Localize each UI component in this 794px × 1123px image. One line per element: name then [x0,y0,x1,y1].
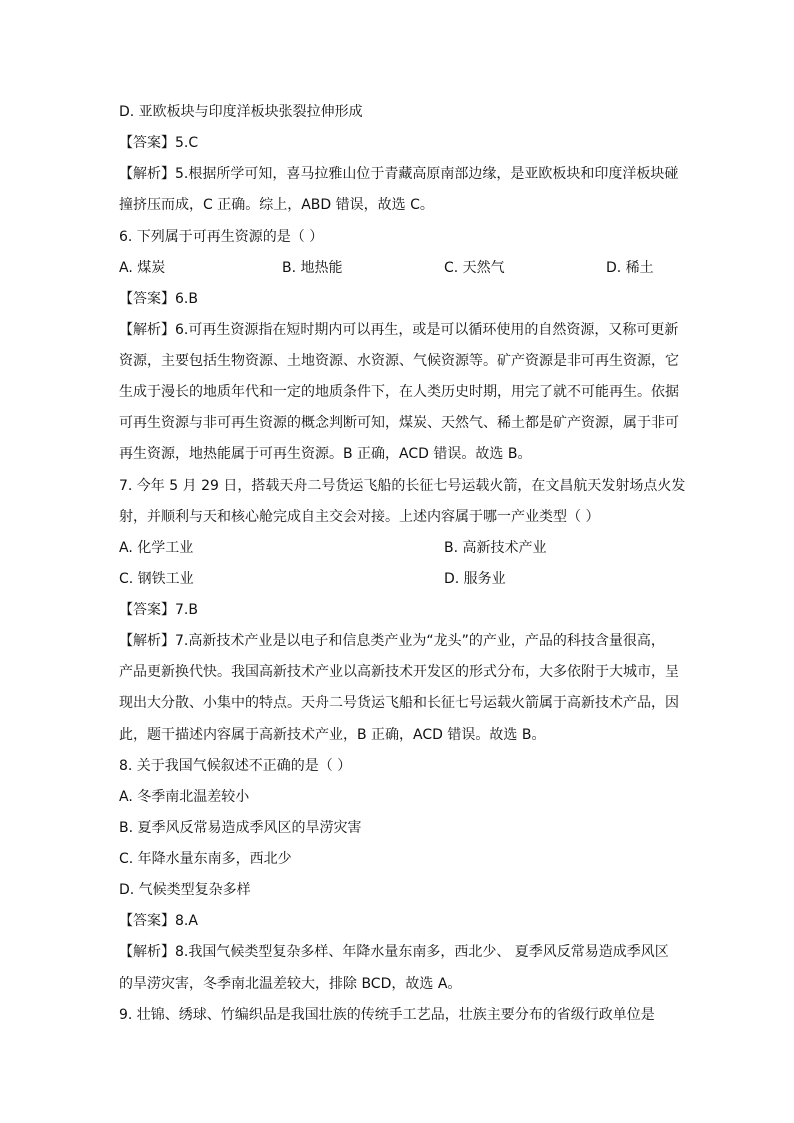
q7-option-d: D. 服务业 [444,571,506,587]
q7-question-line-1: 7. 今年 5 月 29 日，搭载天舟二号货运飞船的长征七号运载火箭，在文昌航天发射场点火发 [119,478,686,494]
q7-option-a: A. 化学工业 [119,540,194,556]
q8-question: 8. 关于我国气候叙述不正确的是（ ） [119,758,352,774]
q6-option-d: D. 稀土 [606,260,654,276]
q7-analysis-line-1: 【解析】7.高新技术产业是以电子和信息类产业为“龙头”的产业，产品的科技含量很高， [119,633,665,649]
q5-analysis-line-2: 撞挤压而成，C 正确。综上，ABD 错误，故选 C。 [119,197,434,213]
q7-analysis-line-2: 产品更新换代快。我国高新技术产业以高新技术开发区的形式分布，大多依附于大城市，呈 [119,664,679,680]
q7-option-b: B. 高新技术产业 [444,540,547,556]
q8-analysis-line-2: 的旱涝灾害，冬季南北温差较大，排除 BCD，故选 A。 [119,976,462,992]
q8-option-c: C. 年降水量东南多，西北少 [119,851,292,867]
q6-option-c: C. 天然气 [444,260,505,276]
q6-answer: 【答案】6.B [119,291,198,307]
q6-option-b: B. 地热能 [282,260,343,276]
q6-analysis-line-1: 【解析】6.可再生资源指在短时期内可以再生，或是可以循环使用的自然资源，又称可更新 [119,322,679,338]
q6-option-a: A. 煤炭 [119,260,166,276]
q6-analysis-line-2: 资源，主要包括生物资源、土地资源、水资源、气候资源等。矿产资源是非可再生资源，它 [119,353,679,369]
q8-answer: 【答案】8.A [119,913,198,929]
q5-analysis-line-1: 【解析】5.根据所学可知，喜马拉雅山位于青藏高原南部边缘，是亚欧板块和印度洋板块碰 [119,166,679,182]
q8-option-d: D. 气候类型复杂多样 [119,882,251,898]
q6-analysis-line-3: 生成于漫长的地质年代和一定的地质条件下，在人类历史时期，用完了就不可能再生。依据 [119,384,679,400]
q6-analysis-line-4: 可再生资源与非可再生资源的概念判断可知，煤炭、天然气、稀土都是矿产资源，属于非可 [119,415,679,431]
q9-question: 9. 壮锦、绣球、竹编织品是我国壮族的传统手工艺品，壮族主要分布的省级行政单位是 [119,1007,655,1023]
q7-analysis-line-4: 此，题干描述内容属于高新技术产业，B 正确，ACD 错误。故选 B。 [119,727,546,743]
q4-option-d: D. 亚欧板块与印度洋板块张裂拉伸形成 [119,104,363,120]
q7-question-line-2: 射，并顺利与天和核心舱完成自主交会对接。上述内容属于哪一产业类型（ ） [119,509,600,525]
q7-option-c: C. 钢铁工业 [119,571,194,587]
q8-option-a: A. 冬季南北温差较小 [119,789,250,805]
q7-analysis-line-3: 现出大分散、小集中的特点。天舟二号货运飞船和长征七号运载火箭属于高新技术产品，因 [119,695,679,711]
q7-answer: 【答案】7.B [119,602,198,618]
q6-question: 6. 下列属于可再生资源的是（ ） [119,229,324,245]
q8-analysis-line-1: 【解析】8.我国气候类型复杂多样、年降水量东南多，西北少、 夏季风反常易造成季风区 [119,944,669,960]
q5-answer: 【答案】5.C [119,135,199,151]
q6-analysis-line-5: 再生资源，地热能属于可再生资源。B 正确，ACD 错误。故选 B。 [119,446,532,462]
q8-option-b: B. 夏季风反常易造成季风区的旱涝灾害 [119,820,362,836]
